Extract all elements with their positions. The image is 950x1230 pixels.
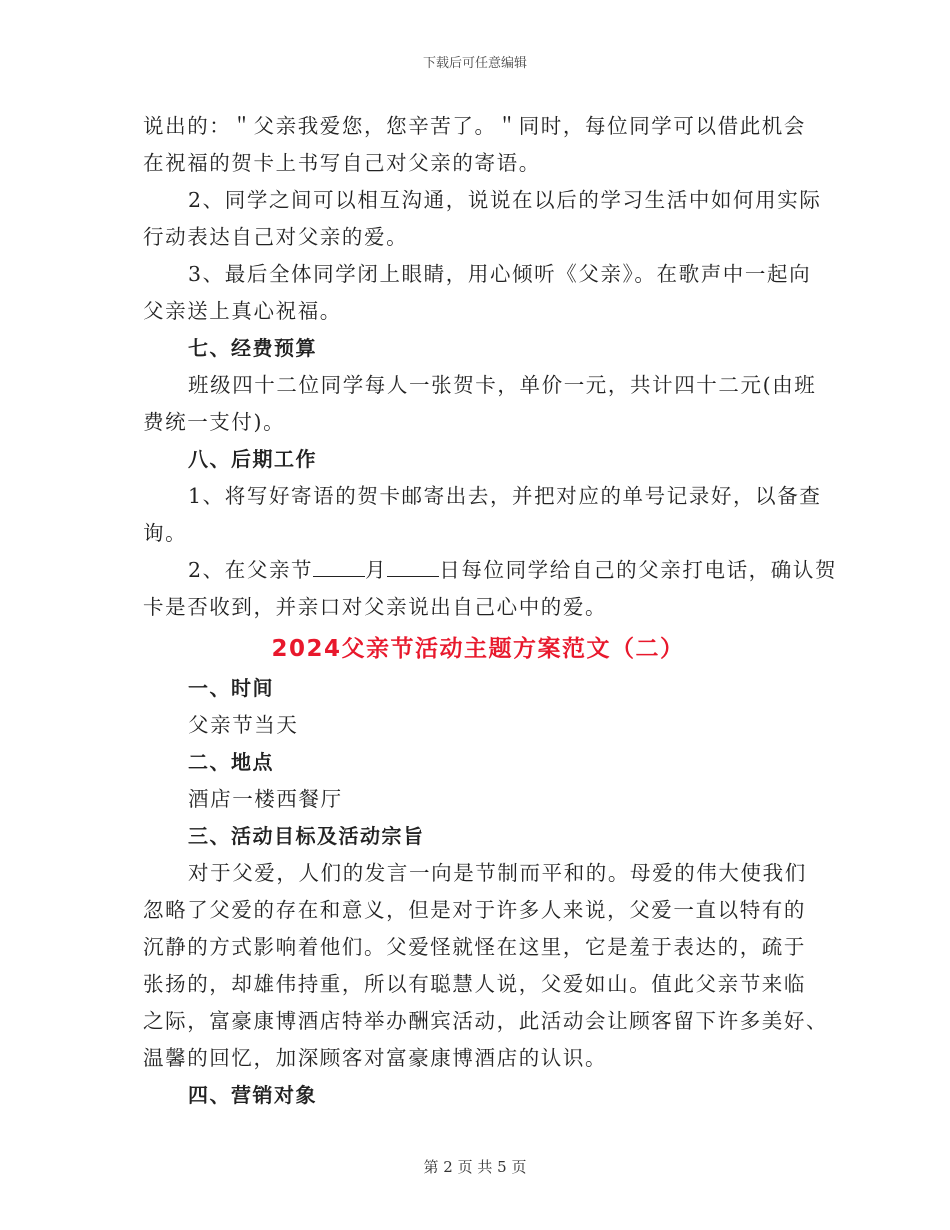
paragraph-line: 班级四十二位同学每人一张贺卡，单价一元，共计四十二元(由班 — [188, 373, 817, 397]
document-body — [143, 108, 838, 1114]
paragraph-line: 之际，富豪康博酒店特举办酬宾活动，此活动会让顾客留下许多美好、 — [143, 1009, 829, 1033]
paragraph-line: 行动表达自己对父亲的爱。 — [143, 225, 409, 249]
paragraph-line: 忽略了父爱的存在和意义，但是对于许多人来说，父爱一直以特有的 — [143, 898, 806, 922]
paragraph-line: 费统一支付)。 — [143, 410, 286, 434]
fill-blank-day — [387, 556, 439, 577]
section-heading: 七、经费预算 — [188, 336, 317, 360]
paragraph-line: 3、最后全体同学闭上眼睛，用心倾听《父亲》。在歌声中一起向 — [188, 262, 812, 286]
paragraph-line: 说出的：＂父亲我爱您，您辛苦了。＂同时，每位同学可以借此机会 — [143, 114, 806, 138]
paragraph-line — [143, 552, 838, 589]
line-text: 月 — [365, 558, 388, 582]
document-title: 2024父亲节活动主题方案范文（二） — [271, 636, 685, 662]
paragraph-line: 对于父爱，人们的发言一向是节制而平和的。母爱的伟大使我们 — [188, 861, 807, 885]
page-header: 下载后可任意编辑 — [422, 56, 527, 71]
line-text: 2、在父亲节 — [188, 558, 314, 582]
line-text: 日每位同学给自己的父亲打电话，确认贺 — [439, 558, 838, 582]
paragraph-line: 父亲送上真心祝福。 — [143, 299, 342, 323]
paragraph-line: 在祝福的贺卡上书写自己对父亲的寄语。 — [143, 151, 541, 175]
section-heading: 二、地点 — [188, 750, 274, 774]
paragraph-line: 1、将写好寄语的贺卡邮寄出去，并把对应的单号记录好，以备查 — [188, 484, 822, 508]
paragraph-line: 卡是否收到，并亲口对父亲说出自己心中的爱。 — [143, 595, 608, 619]
section-heading: 一、时间 — [188, 676, 274, 700]
page-footer: 第 2 页 共 5 页 — [423, 1158, 527, 1176]
paragraph-line: 温馨的回忆，加深顾客对富豪康博酒店的认识。 — [143, 1046, 608, 1070]
paragraph-line: 2、同学之间可以相互沟通，说说在以后的学习生活中如何用实际 — [188, 188, 822, 212]
paragraph-line: 酒店一楼西餐厅 — [188, 787, 343, 811]
section-heading: 四、营销对象 — [188, 1083, 317, 1107]
section-heading: 三、活动目标及活动宗旨 — [188, 824, 425, 848]
paragraph-line: 沉静的方式影响着他们。父爱怪就怪在这里，它是羞于表达的，疏于 — [143, 935, 806, 959]
section-heading: 八、后期工作 — [188, 447, 317, 471]
paragraph-line: 张扬的，却雄伟持重，所以有聪慧人说，父爱如山。值此父亲节来临 — [143, 972, 806, 996]
fill-blank-month — [313, 556, 365, 577]
paragraph-line: 询。 — [143, 521, 188, 545]
paragraph-line: 父亲节当天 — [188, 713, 299, 737]
